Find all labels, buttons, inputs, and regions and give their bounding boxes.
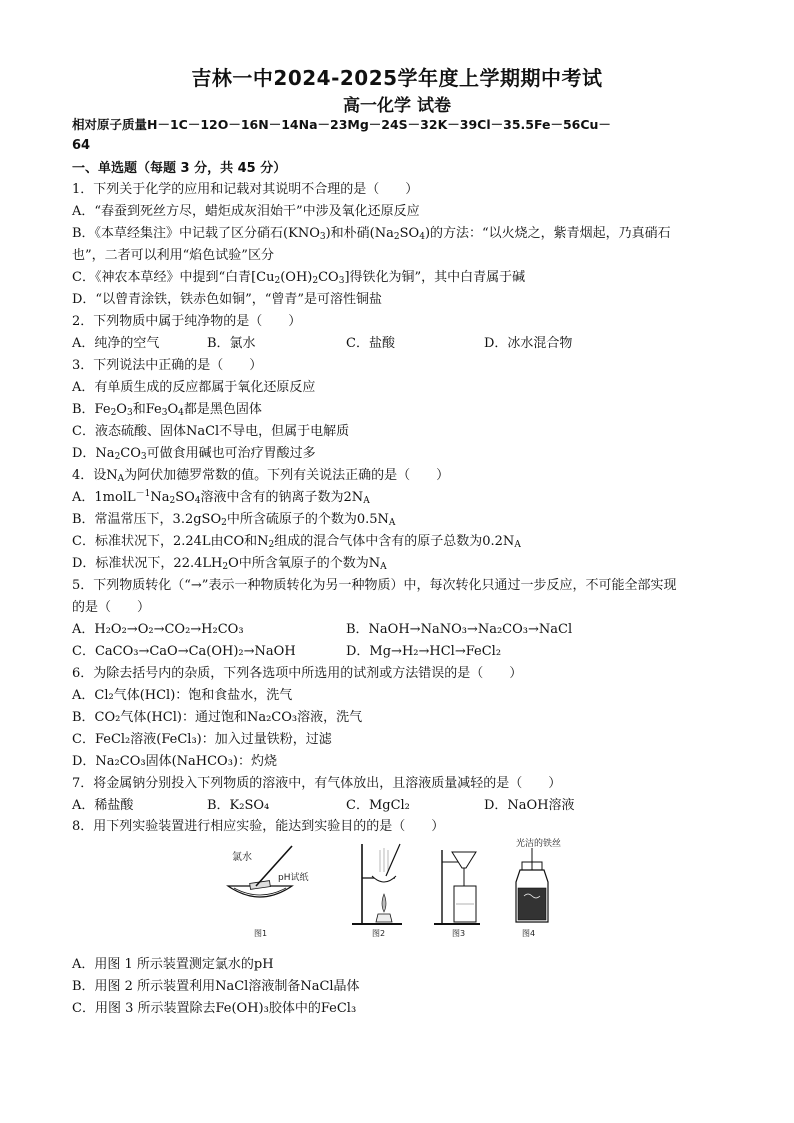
question-6-option-a: A．Cl₂气体(HCl)：饱和食盐水，洗气 [72, 688, 293, 703]
question-1-option-d: D．“以曾青涂铁，铁赤色如铜”，“曾青”是可溶性铜盐 [72, 292, 383, 307]
question-8-option-a: A．用图 1 所示装置测定氯水的pH [72, 957, 274, 972]
exam-subtitle: 高一化学 试卷 [343, 96, 451, 116]
question-3-option-d: D．$Na_2CO_3$可做食用碱也可治疗胃酸过多 [72, 446, 316, 462]
question-4-option-b: B．常温常压下，3.2gSO$_2$中所含硫原子的个数为$0.5N_A$ [72, 512, 396, 528]
question-6-option-d: D．Na₂CO₃固体(NaHCO₃)：灼烧 [72, 754, 277, 769]
figure-1-label: 图1 [254, 929, 268, 938]
figure-1-dish [228, 846, 308, 938]
question-5-option-a: A．H₂O₂→O₂→CO₂→H₂CO₃ [72, 622, 244, 637]
figure-3-filtration [434, 850, 480, 938]
question-6-stem: 6．为除去括号内的杂质，下列各选项中所选用的试剂或方法错误的是（ ） [72, 666, 523, 681]
figure-4-label: 图4 [522, 929, 536, 938]
question-3-option-b: B．$Fe_2O_3$和$Fe_3O_4$都是黑色固体 [72, 402, 262, 418]
figure-3-label: 图3 [452, 929, 466, 938]
exam-title: 吉林一中2024-2025学年度上学期期中考试 [191, 66, 603, 90]
question-4-stem: 4．设$N_A$为阿伏加德罗常数的值。下列有关说法正确的是（ ） [72, 468, 450, 484]
question-7-option-b: B．K₂SO₄ [207, 798, 270, 813]
question-5-option-d: D．Mg→H₂→HCl→FeCl₂ [346, 644, 502, 659]
question-5-option-c: C．CaCO₃→CaO→Ca(OH)₂→NaOH [72, 644, 296, 659]
question-2-stem: 2．下列物质中属于纯净物的是（ ） [72, 314, 302, 329]
question-1-option-b-cont: 也”，二者可以利用“焰色试验”区分 [72, 248, 274, 263]
question-6-option-c: C．FeCl₂溶液(FeCl₃)：加入过量铁粉，过滤 [72, 732, 332, 747]
question-7-option-a: A．稀盐酸 [72, 798, 134, 813]
apparatus-figure [220, 836, 570, 948]
question-3-stem: 3．下列说法中正确的是（ ） [72, 358, 263, 373]
question-3-option-c: C．液态硫酸、固体NaCl不导电，但属于电解质 [72, 424, 350, 439]
question-1-option-c: C．《神农本草经》中提到“白青$[Cu_2(OH)_2CO_3]$得铁化为铜”，其中白青属于碱 [72, 270, 526, 286]
question-8-option-c: C．用图 3 所示装置除去Fe(OH)₃胶体中的FeCl₃ [72, 1001, 357, 1016]
figure-4-iron-wire [516, 837, 561, 938]
question-5-option-b: B．NaOH→NaNO₃→Na₂CO₃→NaCl [346, 622, 573, 637]
label-ph-paper: pH试纸 [278, 873, 309, 883]
figure-2-evaporation [352, 844, 402, 938]
question-2-option-a: A．纯净的空气 [72, 336, 160, 351]
label-iron-wire: 光洁的铁丝 [516, 839, 562, 849]
question-2-option-d: D．冰水混合物 [484, 336, 573, 351]
question-7-stem: 7．将金属钠分别投入下列物质的溶液中，有气体放出，且溶液质量减轻的是（ ） [72, 776, 562, 791]
question-5-stem-cont: 的是（ ） [72, 600, 151, 615]
question-2-option-c: C．盐酸 [346, 336, 395, 351]
question-8-option-b: B．用图 2 所示装置利用NaCl溶液制备NaCl晶体 [72, 979, 360, 994]
question-1-option-b: B．《本草经集注》中记载了区分硝石$(KNO_3)$和朴硝$(Na_2SO_4)$的方法：“以火烧之，紫青烟起，乃真硝石 [72, 226, 671, 242]
question-4-option-d: D．标准状况下，$22.4LH_2O$中所含氧原子的个数为$N_A$ [72, 556, 387, 572]
question-1-option-a: A．“春蚕到死丝方尽，蜡炬成灰泪始干”中涉及氧化还原反应 [72, 204, 420, 219]
question-1-stem: 1．下列关于化学的应用和记载对其说明不合理的是（ ） [72, 182, 419, 197]
question-7-option-d: D．NaOH溶液 [484, 798, 575, 813]
figure-2-label: 图2 [372, 929, 386, 938]
question-2-option-b: B．氯水 [207, 336, 256, 351]
question-5-stem: 5．下列物质转化（“→”表示一种物质转化为另一种物质）中，每次转化只通过一步反应，不可能全部实现 [72, 578, 677, 593]
atomic-mass-line-cont: 64 [72, 138, 91, 153]
question-3-option-a: A．有单质生成的反应都属于氧化还原反应 [72, 380, 316, 395]
question-7-option-c: C．MgCl₂ [346, 798, 410, 813]
section-title: 一、单选题（每题 3 分，共 45 分） [72, 161, 287, 176]
label-chlorine-water: 氯水 [232, 852, 252, 863]
question-4-option-c: C．标准状况下，2.24L由CO和$N_2$组成的混合气体中含有的原子总数为$0.2N_A$ [72, 534, 521, 550]
question-8-stem: 8．用下列实验装置进行相应实验，能达到实验目的的是（ ） [72, 819, 445, 834]
question-6-option-b: B．CO₂气体(HCl)：通过饱和Na₂CO₃溶液，洗气 [72, 710, 363, 725]
question-4-option-a: A．$1molL^{-1}Na_2SO_4$溶液中含有的钠离子数为$2N_A$ [72, 489, 370, 506]
atomic-mass-line: 相对原子质量H－1C－12O－16N－14Na－23Mg－24S－32K－39Cl－35.5Fe－56Cu－ [72, 117, 611, 132]
